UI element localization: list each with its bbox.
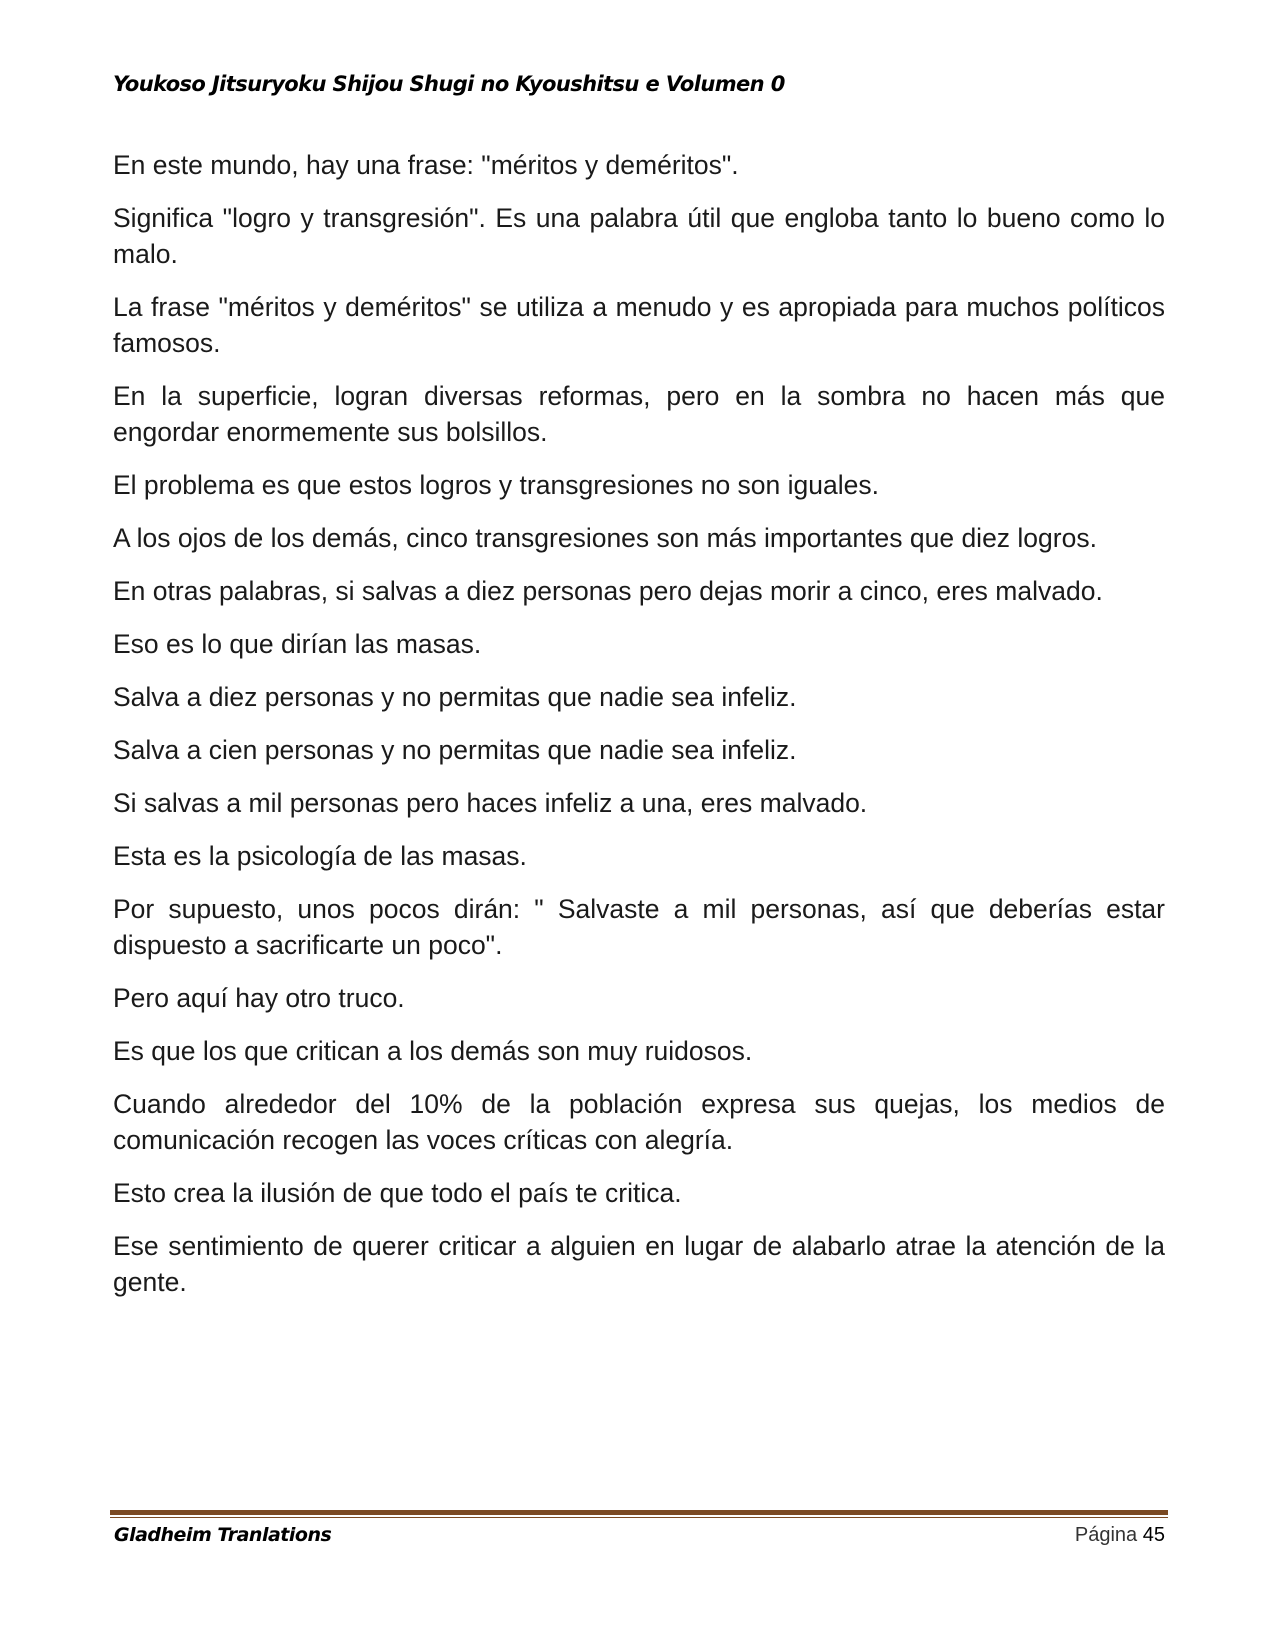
page-label: Página	[1074, 1524, 1138, 1546]
page-header-title: Youkoso Jitsuryoku Shijou Shugi no Kyoushitsu e Volumen 0	[113, 72, 785, 96]
paragraph: Por supuesto, unos pocos dirán: " Salvaste a mil personas, así que deberías estar dispuesto a sacrificarte un poco".	[113, 894, 1165, 960]
paragraph: La frase "méritos y deméritos" se utiliza a menudo y es apropiada para muchos políticos famosos.	[113, 292, 1165, 358]
paragraph: Cuando alrededor del 10% de la población expresa sus quejas, los medios de comunicación recogen las voces críticas con alegría.	[113, 1089, 1165, 1155]
paragraph: Significa "logro y transgresión". Es una palabra útil que engloba tanto lo bueno como lo malo.	[113, 203, 1165, 269]
page-number: 45	[1142, 1524, 1165, 1546]
paragraph: Eso es lo que dirían las masas.	[113, 629, 482, 659]
paragraph: Esta es la psicología de las masas.	[113, 841, 527, 871]
paragraph: Ese sentimiento de querer criticar a alguien en lugar de alabarlo atrae la atención de la gente.	[113, 1231, 1165, 1297]
paragraph: El problema es que estos logros y transgresiones no son iguales.	[113, 470, 879, 500]
paragraph: Es que los que critican a los demás son muy ruidosos.	[113, 1036, 753, 1066]
paragraph: Esto crea la ilusión de que todo el país te critica.	[113, 1178, 682, 1208]
footer-divider-thick	[110, 1510, 1168, 1515]
paragraph: Pero aquí hay otro truco.	[113, 983, 405, 1013]
paragraph: En este mundo, hay una frase: "méritos y deméritos".	[113, 150, 739, 180]
paragraph: A los ojos de los demás, cinco transgresiones son más importantes que diez logros.	[113, 523, 1097, 553]
footer-publisher: Gladheim Tranlations	[114, 1524, 332, 1546]
footer-page-indicator	[1075, 1524, 1165, 1547]
paragraph: Salva a diez personas y no permitas que nadie sea infeliz.	[113, 682, 797, 712]
paragraph: En la superficie, logran diversas reformas, pero en la sombra no hacen más que engordar enormemente sus bolsillos.	[113, 381, 1165, 447]
footer-divider-thin	[110, 1517, 1168, 1518]
page-body	[113, 147, 1165, 1317]
paragraph: En otras palabras, si salvas a diez personas pero dejas morir a cinco, eres malvado.	[113, 576, 1103, 606]
footer-divider	[110, 1510, 1168, 1516]
paragraph: Si salvas a mil personas pero haces infeliz a una, eres malvado.	[113, 788, 868, 818]
paragraph: Salva a cien personas y no permitas que nadie sea infeliz.	[113, 735, 797, 765]
